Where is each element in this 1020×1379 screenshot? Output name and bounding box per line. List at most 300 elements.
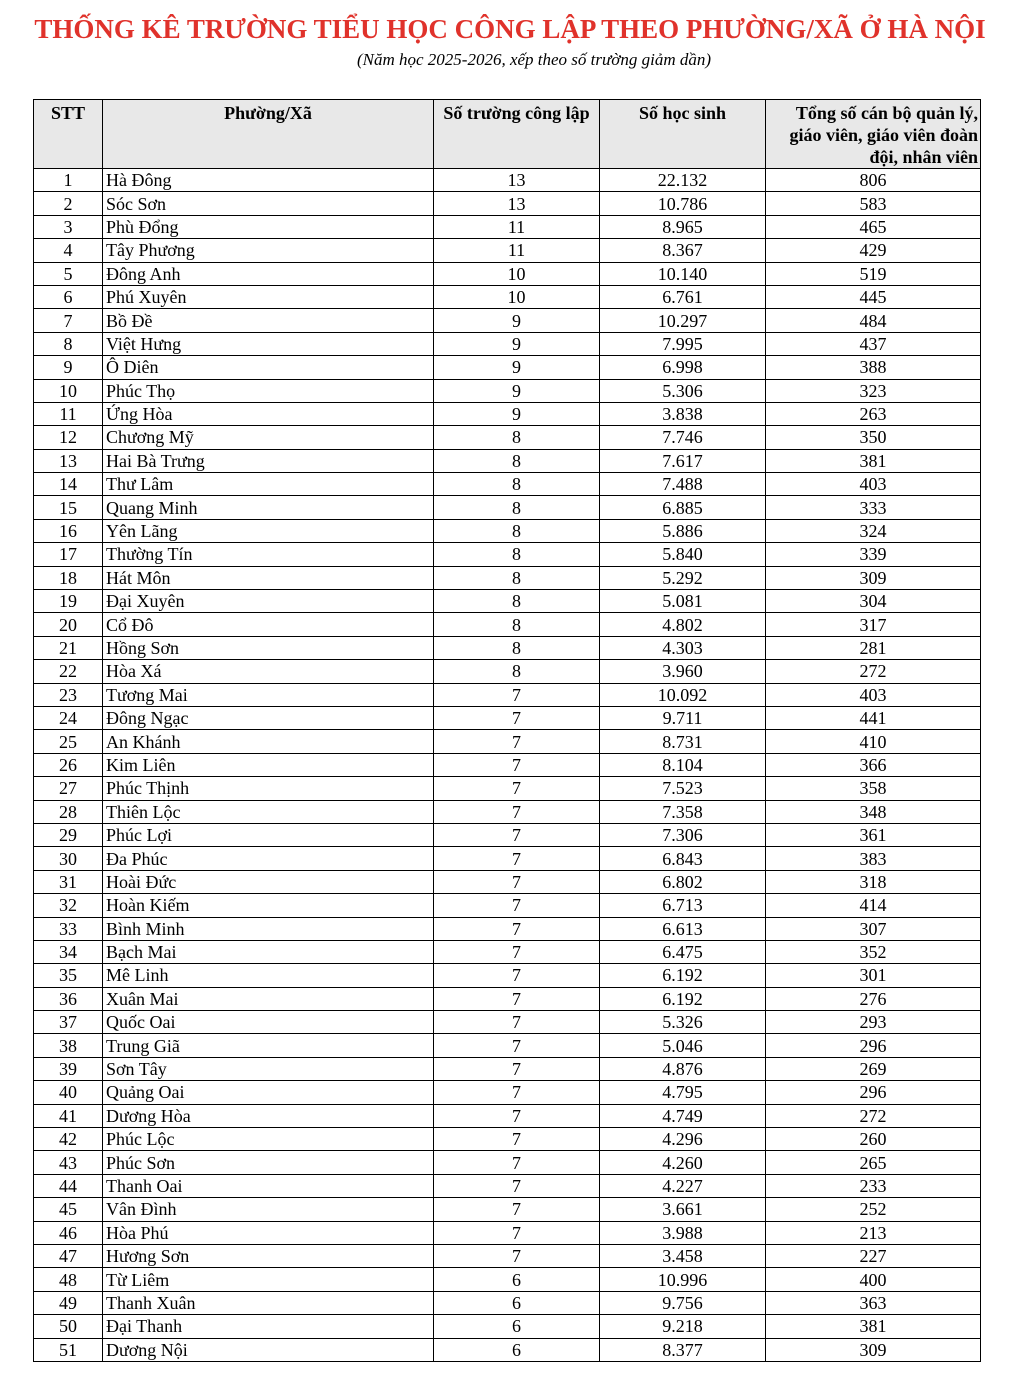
cell-ward-name: Phúc Lợi [103,823,434,846]
cell-staff-count: 583 [766,192,981,215]
cell-ward-name: Sóc Sơn [103,192,434,215]
cell-ward-name: Dương Hòa [103,1104,434,1127]
cell-school-count: 9 [434,356,600,379]
cell-school-count: 7 [434,1174,600,1197]
cell-staff-count: 323 [766,379,981,402]
cell-staff-count: 307 [766,917,981,940]
column-header-stt: STT [34,100,103,169]
table-row [34,800,981,823]
cell-school-count: 7 [434,706,600,729]
column-header-staff: Tổng số cán bộ quản lý, giáo viên, giáo viên đoàn đội, nhân viên [766,100,981,169]
table-row [34,402,981,425]
cell-stt: 36 [34,987,103,1010]
cell-staff-count: 227 [766,1244,981,1267]
cell-ward-name: Ứng Hòa [103,402,434,425]
table-row [34,964,981,987]
cell-student-count: 9.711 [600,706,766,729]
cell-ward-name: Kim Liên [103,753,434,776]
cell-ward-name: Ô Diên [103,356,434,379]
cell-student-count: 6.843 [600,847,766,870]
cell-stt: 38 [34,1034,103,1057]
cell-student-count: 7.358 [600,800,766,823]
cell-staff-count: 350 [766,426,981,449]
cell-school-count: 7 [434,753,600,776]
table-row [34,285,981,308]
cell-ward-name: Hương Sơn [103,1244,434,1267]
cell-staff-count: 318 [766,870,981,893]
column-header-schools: Số trường công lập [434,100,600,169]
cell-school-count: 7 [434,917,600,940]
cell-ward-name: Hát Môn [103,566,434,589]
cell-staff-count: 366 [766,753,981,776]
cell-ward-name: Sơn Tây [103,1057,434,1080]
cell-student-count: 4.876 [600,1057,766,1080]
cell-student-count: 5.292 [600,566,766,589]
cell-school-count: 7 [434,964,600,987]
cell-student-count: 8.367 [600,239,766,262]
cell-staff-count: 806 [766,169,981,192]
cell-ward-name: Chương Mỹ [103,426,434,449]
cell-school-count: 6 [434,1291,600,1314]
cell-staff-count: 352 [766,940,981,963]
cell-staff-count: 324 [766,519,981,542]
cell-staff-count: 403 [766,473,981,496]
cell-ward-name: Cổ Đô [103,613,434,636]
cell-stt: 10 [34,379,103,402]
cell-stt: 19 [34,590,103,613]
cell-staff-count: 361 [766,823,981,846]
cell-staff-count: 276 [766,987,981,1010]
cell-staff-count: 381 [766,449,981,472]
cell-student-count: 10.996 [600,1268,766,1291]
cell-stt: 23 [34,683,103,706]
cell-staff-count: 233 [766,1174,981,1197]
cell-ward-name: Quảng Oai [103,1081,434,1104]
cell-stt: 27 [34,777,103,800]
table-row [34,917,981,940]
cell-stt: 48 [34,1268,103,1291]
table-row [34,613,981,636]
cell-ward-name: Từ Liêm [103,1268,434,1291]
cell-stt: 39 [34,1057,103,1080]
table-row [34,1174,981,1197]
cell-school-count: 10 [434,262,600,285]
cell-school-count: 7 [434,1011,600,1034]
cell-school-count: 8 [434,473,600,496]
table-row [34,1268,981,1291]
cell-school-count: 7 [434,870,600,893]
cell-stt: 14 [34,473,103,496]
cell-school-count: 7 [434,1198,600,1221]
cell-ward-name: Đa Phúc [103,847,434,870]
cell-ward-name: Bồ Đề [103,309,434,332]
table-row [34,332,981,355]
cell-student-count: 4.802 [600,613,766,636]
cell-student-count: 4.749 [600,1104,766,1127]
cell-staff-count: 304 [766,590,981,613]
cell-ward-name: Phúc Thọ [103,379,434,402]
cell-ward-name: Phúc Thịnh [103,777,434,800]
cell-student-count: 3.988 [600,1221,766,1244]
cell-student-count: 6.998 [600,356,766,379]
cell-staff-count: 400 [766,1268,981,1291]
cell-staff-count: 484 [766,309,981,332]
cell-ward-name: Phù Đổng [103,215,434,238]
cell-staff-count: 445 [766,285,981,308]
cell-stt: 15 [34,496,103,519]
cell-student-count: 10.092 [600,683,766,706]
cell-ward-name: Tương Mai [103,683,434,706]
cell-school-count: 13 [434,192,600,215]
cell-stt: 17 [34,543,103,566]
cell-staff-count: 260 [766,1128,981,1151]
cell-school-count: 7 [434,1244,600,1267]
table-row [34,1057,981,1080]
cell-stt: 22 [34,660,103,683]
cell-stt: 51 [34,1338,103,1361]
cell-student-count: 4.227 [600,1174,766,1197]
cell-student-count: 22.132 [600,169,766,192]
cell-school-count: 8 [434,543,600,566]
cell-stt: 7 [34,309,103,332]
schools-table [33,99,981,1362]
cell-school-count: 7 [434,1081,600,1104]
table-row [34,169,981,192]
cell-stt: 20 [34,613,103,636]
cell-ward-name: Bạch Mai [103,940,434,963]
cell-school-count: 7 [434,894,600,917]
cell-school-count: 7 [434,1104,600,1127]
cell-ward-name: Đông Anh [103,262,434,285]
cell-ward-name: Yên Lãng [103,519,434,542]
cell-ward-name: Hòa Xá [103,660,434,683]
table-row [34,730,981,753]
table-row [34,519,981,542]
cell-student-count: 4.795 [600,1081,766,1104]
cell-student-count: 5.886 [600,519,766,542]
cell-ward-name: Đại Xuyên [103,590,434,613]
cell-staff-count: 519 [766,262,981,285]
cell-stt: 9 [34,356,103,379]
cell-stt: 34 [34,940,103,963]
cell-staff-count: 363 [766,1291,981,1314]
table-row [34,753,981,776]
cell-staff-count: 281 [766,636,981,659]
table-row [34,706,981,729]
cell-ward-name: Dương Nội [103,1338,434,1361]
table-row [34,309,981,332]
cell-stt: 44 [34,1174,103,1197]
cell-ward-name: Quốc Oai [103,1011,434,1034]
cell-stt: 47 [34,1244,103,1267]
cell-stt: 43 [34,1151,103,1174]
cell-student-count: 7.617 [600,449,766,472]
cell-stt: 31 [34,870,103,893]
table-row [34,426,981,449]
cell-staff-count: 429 [766,239,981,262]
cell-student-count: 10.140 [600,262,766,285]
cell-student-count: 4.296 [600,1128,766,1151]
cell-stt: 1 [34,169,103,192]
cell-staff-count: 296 [766,1034,981,1057]
cell-ward-name: Đại Thanh [103,1315,434,1338]
cell-school-count: 11 [434,239,600,262]
cell-school-count: 6 [434,1338,600,1361]
cell-stt: 50 [34,1315,103,1338]
cell-staff-count: 301 [766,964,981,987]
cell-stt: 21 [34,636,103,659]
cell-stt: 5 [34,262,103,285]
table-row [34,683,981,706]
cell-school-count: 7 [434,1057,600,1080]
cell-school-count: 8 [434,636,600,659]
table-row [34,262,981,285]
cell-school-count: 8 [434,613,600,636]
cell-student-count: 6.475 [600,940,766,963]
cell-stt: 30 [34,847,103,870]
cell-ward-name: An Khánh [103,730,434,753]
cell-ward-name: Bình Minh [103,917,434,940]
cell-staff-count: 388 [766,356,981,379]
cell-school-count: 8 [434,590,600,613]
table-row [34,847,981,870]
cell-school-count: 9 [434,402,600,425]
cell-stt: 28 [34,800,103,823]
table-row [34,1338,981,1361]
cell-student-count: 9.756 [600,1291,766,1314]
cell-stt: 24 [34,706,103,729]
cell-staff-count: 441 [766,706,981,729]
table-row [34,473,981,496]
cell-staff-count: 465 [766,215,981,238]
cell-student-count: 6.802 [600,870,766,893]
cell-stt: 12 [34,426,103,449]
cell-ward-name: Việt Hưng [103,332,434,355]
cell-stt: 40 [34,1081,103,1104]
cell-student-count: 7.746 [600,426,766,449]
cell-staff-count: 410 [766,730,981,753]
cell-student-count: 7.306 [600,823,766,846]
cell-staff-count: 265 [766,1151,981,1174]
cell-school-count: 9 [434,379,600,402]
cell-school-count: 9 [434,309,600,332]
cell-stt: 26 [34,753,103,776]
cell-school-count: 7 [434,1034,600,1057]
table-row [34,566,981,589]
cell-stt: 13 [34,449,103,472]
cell-student-count: 5.840 [600,543,766,566]
table-row [34,590,981,613]
cell-ward-name: Trung Giã [103,1034,434,1057]
cell-school-count: 8 [434,660,600,683]
cell-school-count: 7 [434,800,600,823]
cell-ward-name: Tây Phương [103,239,434,262]
table-row [34,1151,981,1174]
cell-school-count: 10 [434,285,600,308]
column-header-students: Số học sinh [600,100,766,169]
cell-stt: 32 [34,894,103,917]
table-row [34,1291,981,1314]
cell-ward-name: Hồng Sơn [103,636,434,659]
cell-school-count: 8 [434,496,600,519]
cell-student-count: 6.885 [600,496,766,519]
cell-school-count: 7 [434,1151,600,1174]
cell-ward-name: Hòa Phú [103,1221,434,1244]
cell-school-count: 9 [434,332,600,355]
cell-staff-count: 252 [766,1198,981,1221]
cell-school-count: 11 [434,215,600,238]
cell-school-count: 7 [434,847,600,870]
cell-staff-count: 348 [766,800,981,823]
cell-staff-count: 317 [766,613,981,636]
cell-staff-count: 414 [766,894,981,917]
cell-school-count: 13 [434,169,600,192]
table-row [34,1198,981,1221]
table-row [34,660,981,683]
cell-ward-name: Thanh Xuân [103,1291,434,1314]
cell-student-count: 5.046 [600,1034,766,1057]
cell-ward-name: Thư Lâm [103,473,434,496]
cell-stt: 6 [34,285,103,308]
cell-staff-count: 263 [766,402,981,425]
cell-staff-count: 383 [766,847,981,870]
cell-stt: 37 [34,1011,103,1034]
cell-staff-count: 293 [766,1011,981,1034]
cell-ward-name: Hà Đông [103,169,434,192]
table-row [34,1315,981,1338]
cell-ward-name: Xuân Mai [103,987,434,1010]
cell-ward-name: Phúc Lộc [103,1128,434,1151]
cell-ward-name: Phú Xuyên [103,285,434,308]
table-row [34,449,981,472]
cell-school-count: 7 [434,730,600,753]
cell-school-count: 6 [434,1315,600,1338]
table-row [34,823,981,846]
cell-ward-name: Đông Ngạc [103,706,434,729]
cell-student-count: 6.192 [600,964,766,987]
cell-school-count: 7 [434,1128,600,1151]
table-row [34,496,981,519]
cell-school-count: 7 [434,987,600,1010]
table-row [34,1011,981,1034]
cell-school-count: 8 [434,519,600,542]
cell-stt: 49 [34,1291,103,1314]
cell-ward-name: Hoài Đức [103,870,434,893]
cell-ward-name: Quang Minh [103,496,434,519]
table-row [34,192,981,215]
cell-school-count: 7 [434,940,600,963]
cell-stt: 8 [34,332,103,355]
cell-student-count: 8.965 [600,215,766,238]
cell-staff-count: 213 [766,1221,981,1244]
cell-ward-name: Thường Tín [103,543,434,566]
table-row [34,636,981,659]
cell-staff-count: 272 [766,660,981,683]
table-row [34,356,981,379]
cell-stt: 45 [34,1198,103,1221]
cell-student-count: 4.303 [600,636,766,659]
cell-ward-name: Vân Đình [103,1198,434,1221]
cell-student-count: 8.377 [600,1338,766,1361]
cell-school-count: 6 [434,1268,600,1291]
cell-staff-count: 333 [766,496,981,519]
table-row [34,379,981,402]
cell-student-count: 4.260 [600,1151,766,1174]
cell-stt: 18 [34,566,103,589]
table-header-row [34,100,981,169]
cell-stt: 33 [34,917,103,940]
cell-stt: 41 [34,1104,103,1127]
cell-stt: 16 [34,519,103,542]
cell-school-count: 7 [434,777,600,800]
cell-student-count: 3.960 [600,660,766,683]
cell-student-count: 5.306 [600,379,766,402]
cell-student-count: 6.761 [600,285,766,308]
cell-student-count: 5.081 [600,590,766,613]
cell-staff-count: 358 [766,777,981,800]
table-row [34,1244,981,1267]
table-row [34,940,981,963]
cell-student-count: 7.488 [600,473,766,496]
cell-ward-name: Thanh Oai [103,1174,434,1197]
table-row [34,1128,981,1151]
cell-stt: 11 [34,402,103,425]
cell-student-count: 10.297 [600,309,766,332]
cell-school-count: 8 [434,449,600,472]
cell-stt: 42 [34,1128,103,1151]
cell-stt: 29 [34,823,103,846]
column-header-ward: Phường/Xã [103,100,434,169]
cell-student-count: 6.713 [600,894,766,917]
cell-staff-count: 339 [766,543,981,566]
cell-student-count: 8.104 [600,753,766,776]
cell-stt: 35 [34,964,103,987]
table-row [34,987,981,1010]
cell-school-count: 7 [434,1221,600,1244]
table-row [34,215,981,238]
cell-ward-name: Hoàn Kiếm [103,894,434,917]
cell-ward-name: Hai Bà Trưng [103,449,434,472]
cell-student-count: 7.523 [600,777,766,800]
table-row [34,1221,981,1244]
table-row [34,894,981,917]
cell-student-count: 3.661 [600,1198,766,1221]
cell-school-count: 7 [434,823,600,846]
cell-student-count: 6.192 [600,987,766,1010]
cell-staff-count: 437 [766,332,981,355]
cell-school-count: 8 [434,566,600,589]
cell-stt: 3 [34,215,103,238]
cell-stt: 4 [34,239,103,262]
cell-stt: 2 [34,192,103,215]
cell-student-count: 8.731 [600,730,766,753]
cell-student-count: 6.613 [600,917,766,940]
cell-staff-count: 309 [766,1338,981,1361]
table-row [34,1034,981,1057]
table-row [34,1104,981,1127]
cell-staff-count: 381 [766,1315,981,1338]
table-row [34,543,981,566]
page-title: THỐNG KÊ TRƯỜNG TIỂU HỌC CÔNG LẬP THEO PHƯỜNG/XÃ Ở HÀ NỘI [34,14,986,44]
cell-student-count: 7.995 [600,332,766,355]
table-body [34,169,981,1362]
page-subtitle: (Năm học 2025-2026, xếp theo số trường giảm dần) [356,50,712,69]
table-row [34,777,981,800]
cell-ward-name: Thiên Lộc [103,800,434,823]
cell-staff-count: 296 [766,1081,981,1104]
cell-staff-count: 309 [766,566,981,589]
cell-staff-count: 272 [766,1104,981,1127]
